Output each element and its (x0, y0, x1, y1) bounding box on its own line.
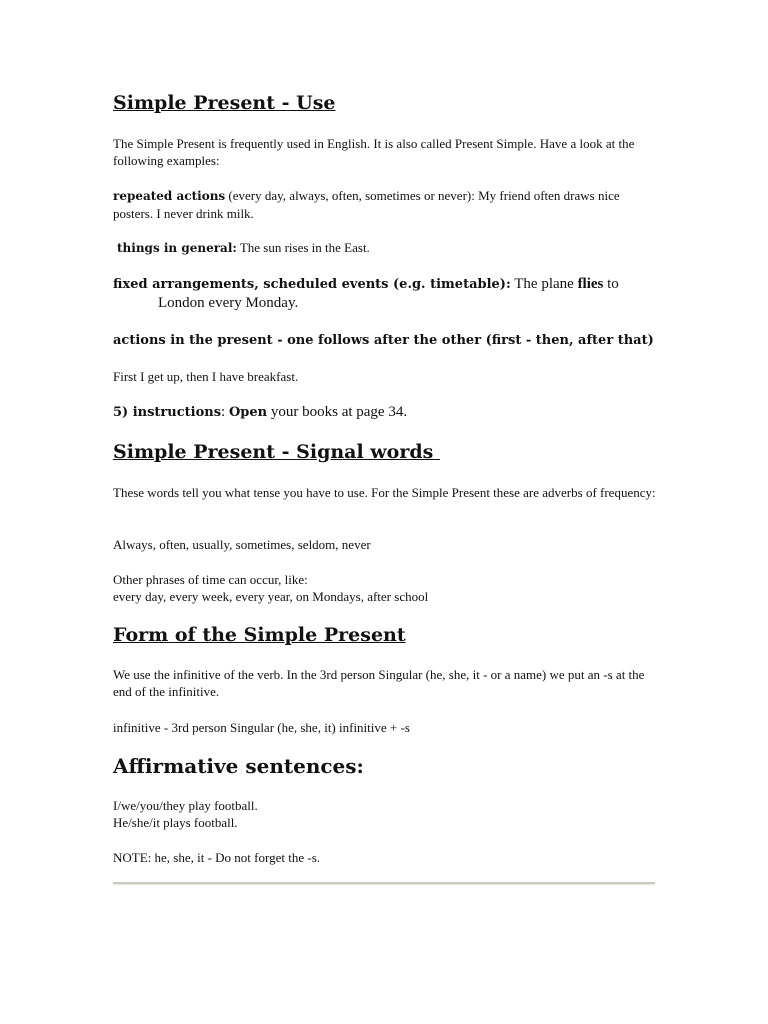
affirmative-examples (113, 797, 658, 831)
repeated-actions-text: (every day, always, often, sometimes or never): My friend often draws nice posters. I never drink milk. (113, 188, 620, 221)
instructions-open: Open (228, 405, 268, 420)
instructions-colon: : (221, 404, 229, 420)
repeated-actions-label: repeated actions (113, 189, 226, 203)
signal-phrases-line-2: every day, every week, every year, on Mondays, after school (113, 589, 429, 604)
actions-in-present-heading (113, 331, 658, 350)
affirmative-note: NOTE: he, she, it - Do not forget the -s. (113, 850, 320, 865)
actions-in-present-label: actions in the present - one follows after the other (first - then, after that) (113, 333, 654, 348)
form-rule: infinitive - 3rd person Singular (he, she, it) infinitive + -s (113, 720, 410, 735)
things-in-general-text: The sun rises in the East. (236, 240, 370, 255)
fixed-text-3: London every Monday. (158, 295, 299, 311)
fixed-flies: flies (577, 276, 604, 292)
use-intro-paragraph: The Simple Present is frequently used in English. It is also called Present Simple. Have a look at the following examples: (113, 136, 635, 168)
instructions-label: 5) instructions (113, 405, 222, 420)
form-intro-paragraph: We use the infinitive of the verb. In the 3rd person Singular (he, she, it - or a name) we put an -s at the end of the infinitive. (113, 667, 645, 699)
heading-simple-present-use: Simple Present - Use (113, 92, 336, 114)
instructions-paragraph (113, 403, 658, 422)
fixed-text-2: to (603, 276, 619, 292)
horizontal-divider (113, 882, 655, 885)
repeated-actions-paragraph (113, 187, 658, 222)
fixed-arrangements-paragraph (113, 275, 658, 313)
signal-adverbs: Always, often, usually, sometimes, seldom, never (113, 537, 371, 552)
things-in-general-label: things in general: (117, 241, 237, 255)
heading-affirmative-sentences: Affirmative sentences: (113, 754, 364, 778)
heading-signal-words: Simple Present - Signal words (113, 441, 440, 463)
fixed-arrangements-label: fixed arrangements, scheduled events (e.g. timetable): (113, 277, 511, 292)
affirmative-line-2: He/she/it plays football. (113, 815, 238, 830)
fixed-text-1: The plane (510, 276, 578, 292)
actions-example: First I get up, then I have breakfast. (113, 369, 299, 384)
affirmative-line-1: I/we/you/they play football. (113, 798, 258, 813)
signal-phrases (113, 571, 658, 605)
heading-form: Form of the Simple Present (113, 624, 406, 646)
signal-intro-paragraph: These words tell you what tense you have to use. For the Simple Present these are adverbs of frequency: (113, 485, 656, 500)
instructions-text: your books at page 34. (267, 404, 408, 420)
signal-phrases-line-1: Other phrases of time can occur, like: (113, 572, 308, 587)
things-in-general-paragraph (113, 239, 662, 257)
